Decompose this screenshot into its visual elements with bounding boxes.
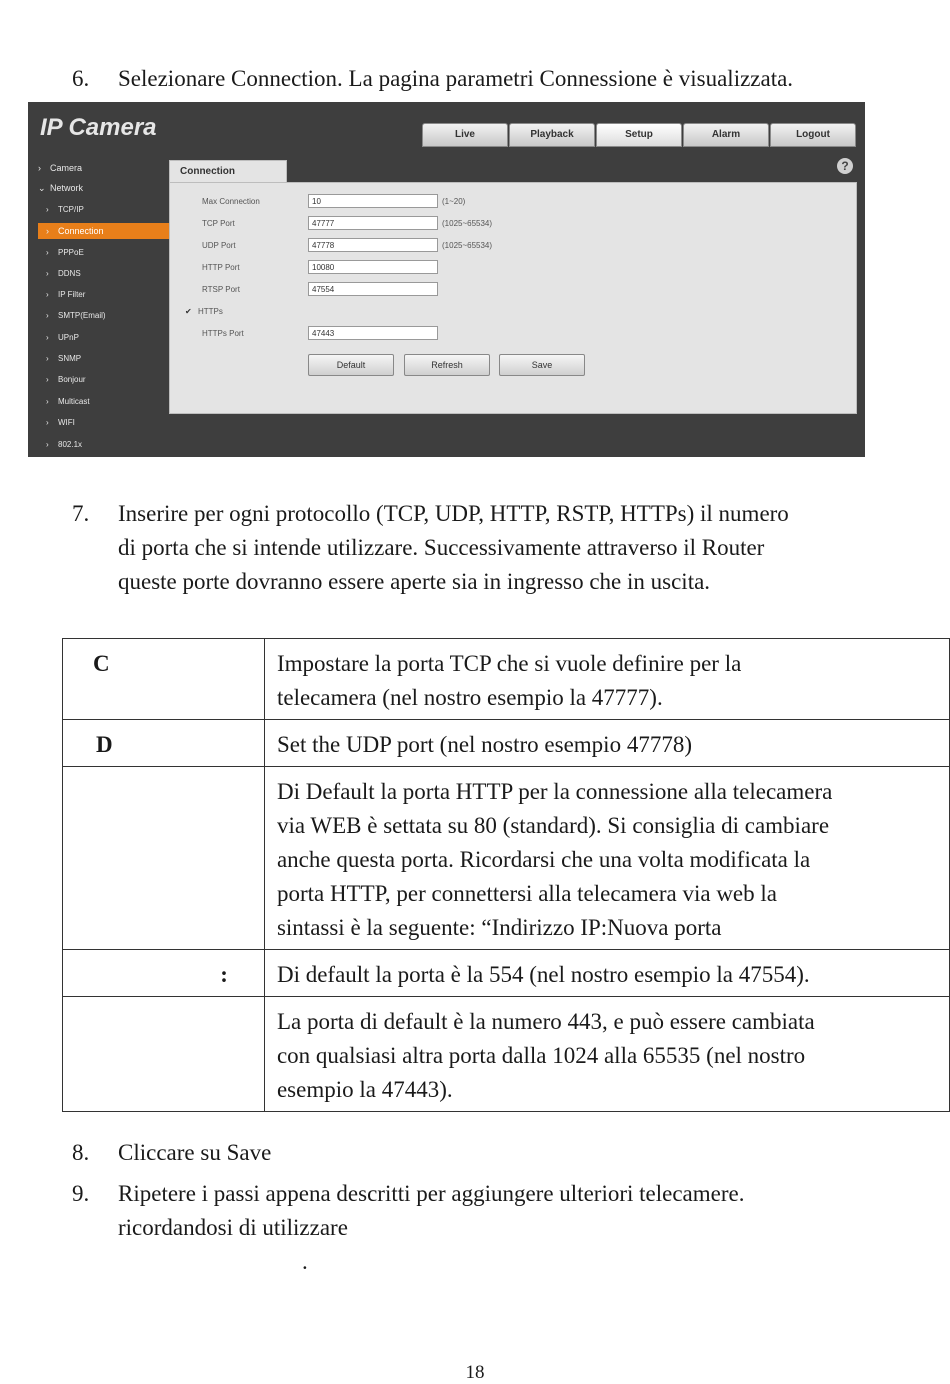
page-number: 18 xyxy=(465,1362,485,1383)
step-7 xyxy=(72,497,932,599)
step-line: queste porte dovranno essere aperte sia in ingresso che in uscita. xyxy=(118,569,711,594)
http-port-input[interactable]: 10080 xyxy=(308,260,438,274)
help-icon[interactable]: ? xyxy=(837,158,853,174)
table-row xyxy=(63,720,950,767)
row-key: : xyxy=(63,950,265,997)
row-description: Set the UDP port (nel nostro esempio 47778) xyxy=(264,720,949,767)
table-row xyxy=(63,639,950,720)
max-connection-input[interactable]: 10 xyxy=(308,194,438,208)
save-button[interactable]: Save xyxy=(499,354,585,376)
udp-port-input[interactable]: 47778 xyxy=(308,238,438,252)
chevron-right-icon: › xyxy=(46,290,49,299)
rtsp-port-input[interactable]: 47554 xyxy=(308,282,438,296)
https-label: HTTPs xyxy=(197,307,223,316)
http-port-label: HTTP Port xyxy=(202,263,240,272)
step-number: 8. xyxy=(72,1140,90,1165)
chevron-right-icon: › xyxy=(46,418,49,427)
chevron-right-icon: › xyxy=(46,205,49,214)
step-number: 6. xyxy=(72,66,90,91)
chevron-right-icon: › xyxy=(46,226,49,236)
tcp-port-label: TCP Port xyxy=(202,219,235,228)
row-key xyxy=(63,767,265,950)
row-description: Di Default la porta HTTP per la connessione alla telecamera via WEB è settata su 80 (standard). Si consiglia di cambiare anche questa porta. Ricordarsi che una volta modificata la porta HTTP, per connettersi alla telecamera via web la sintassi è la seguente: “Indirizzo IP:Nuova porta xyxy=(264,767,949,950)
chevron-right-icon: › xyxy=(46,440,49,449)
step-number: 7. xyxy=(72,501,90,526)
tab-alarm[interactable]: Alarm xyxy=(683,123,769,147)
row-description: Impostare la porta TCP che si vuole definire per la telecamera (nel nostro esempio la 47777). xyxy=(264,639,949,720)
row-description: La porta di default è la numero 443, e può essere cambiata con qualsiasi altra porta dalla 1024 alla 65535 (nel nostro esempio la 47443). xyxy=(264,997,949,1112)
sidebar-item-ddns[interactable]: › DDNS xyxy=(46,269,81,278)
chevron-right-icon: › xyxy=(46,397,49,406)
tab-playback[interactable]: Playback xyxy=(509,123,595,147)
sidebar-item-snmp[interactable]: › SNMP xyxy=(46,354,82,363)
tab-logout[interactable]: Logout xyxy=(770,123,856,147)
ip-camera-logo: IP Camera xyxy=(40,114,157,141)
step-text: Cliccare su Save xyxy=(118,1140,272,1165)
sidebar-item-connection[interactable]: › Connection xyxy=(38,223,176,239)
step-number: 9. xyxy=(72,1181,90,1206)
port-description-table xyxy=(62,638,950,1112)
sidebar-item-ip-filter[interactable]: › IP Filter xyxy=(46,290,86,299)
table-row xyxy=(63,997,950,1112)
chevron-right-icon: › xyxy=(46,333,49,342)
sidebar-item-wifi[interactable]: › WIFI xyxy=(46,418,75,427)
https-checkbox[interactable]: ✔ xyxy=(185,307,192,316)
max-connection-label: Max Connection xyxy=(202,197,260,206)
https-port-label: HTTPs Port xyxy=(202,329,244,338)
trailing-dot: . xyxy=(302,1249,308,1274)
https-port-input[interactable]: 47443 xyxy=(308,326,438,340)
sidebar-item-upnp[interactable]: › UPnP xyxy=(46,333,79,342)
chevron-right-icon: › xyxy=(46,311,49,320)
udp-port-range: (1025~65534) xyxy=(442,241,493,250)
sidebar-item-multicast[interactable]: › Multicast xyxy=(46,397,90,406)
chevron-right-icon: › xyxy=(46,269,49,278)
step-9 xyxy=(72,1177,932,1279)
max-connection-range: (1~20) xyxy=(442,197,466,206)
step-text: Selezionare Connection. La pagina parametri Connessione è visualizzata. xyxy=(118,66,794,91)
connection-panel xyxy=(169,182,857,414)
sidebar-item-pppoe[interactable]: › PPPoE xyxy=(46,248,84,257)
udp-port-label: UDP Port xyxy=(202,241,236,250)
tab-live[interactable]: Live xyxy=(422,123,508,147)
row-key: D xyxy=(63,720,265,767)
row-key xyxy=(63,997,265,1112)
chevron-down-icon: ⌄ xyxy=(38,183,46,193)
sidebar-item-smtp[interactable]: › SMTP(Email) xyxy=(46,311,106,320)
chevron-right-icon: › xyxy=(46,248,49,257)
table-row xyxy=(63,767,950,950)
step-line: Ripetere i passi appena descritti per aggiungere ulteriori telecamere. xyxy=(118,1181,745,1206)
chevron-right-icon: › xyxy=(46,375,49,384)
tab-setup[interactable]: Setup xyxy=(596,123,682,147)
sidebar-item-8021x[interactable]: › 802.1x xyxy=(46,440,83,449)
step-line: ricordandosi di utilizzare xyxy=(118,1215,348,1240)
rtsp-port-label: RTSP Port xyxy=(202,285,240,294)
camera-web-ui-screenshot xyxy=(28,102,865,457)
panel-tab-connection[interactable]: Connection xyxy=(169,160,287,182)
step-8 xyxy=(72,1136,932,1170)
refresh-button[interactable]: Refresh xyxy=(404,354,490,376)
sidebar-item-bonjour[interactable]: › Bonjour xyxy=(46,375,86,384)
row-description: Di default la porta è la 554 (nel nostro esempio la 47554). xyxy=(264,950,949,997)
default-button[interactable]: Default xyxy=(308,354,394,376)
table-row xyxy=(63,950,950,997)
tcp-port-range: (1025~65534) xyxy=(442,219,493,228)
row-key: C xyxy=(63,639,265,720)
sidebar-item-tcpip[interactable]: › TCP/IP xyxy=(46,205,84,214)
step-6 xyxy=(72,62,932,96)
tcp-port-input[interactable]: 47777 xyxy=(308,216,438,230)
https-checkbox-row[interactable] xyxy=(185,307,223,316)
sidebar-item-network[interactable]: ⌄ Network xyxy=(38,183,84,193)
step-line: di porta che si intende utilizzare. Successivamente attraverso il Router xyxy=(118,535,765,560)
sidebar-item-camera[interactable]: › Camera xyxy=(38,163,83,173)
chevron-right-icon: › xyxy=(38,163,41,173)
chevron-right-icon: › xyxy=(46,354,49,363)
step-line: Inserire per ogni protocollo (TCP, UDP, HTTP, RSTP, HTTPs) il numero xyxy=(118,501,789,526)
